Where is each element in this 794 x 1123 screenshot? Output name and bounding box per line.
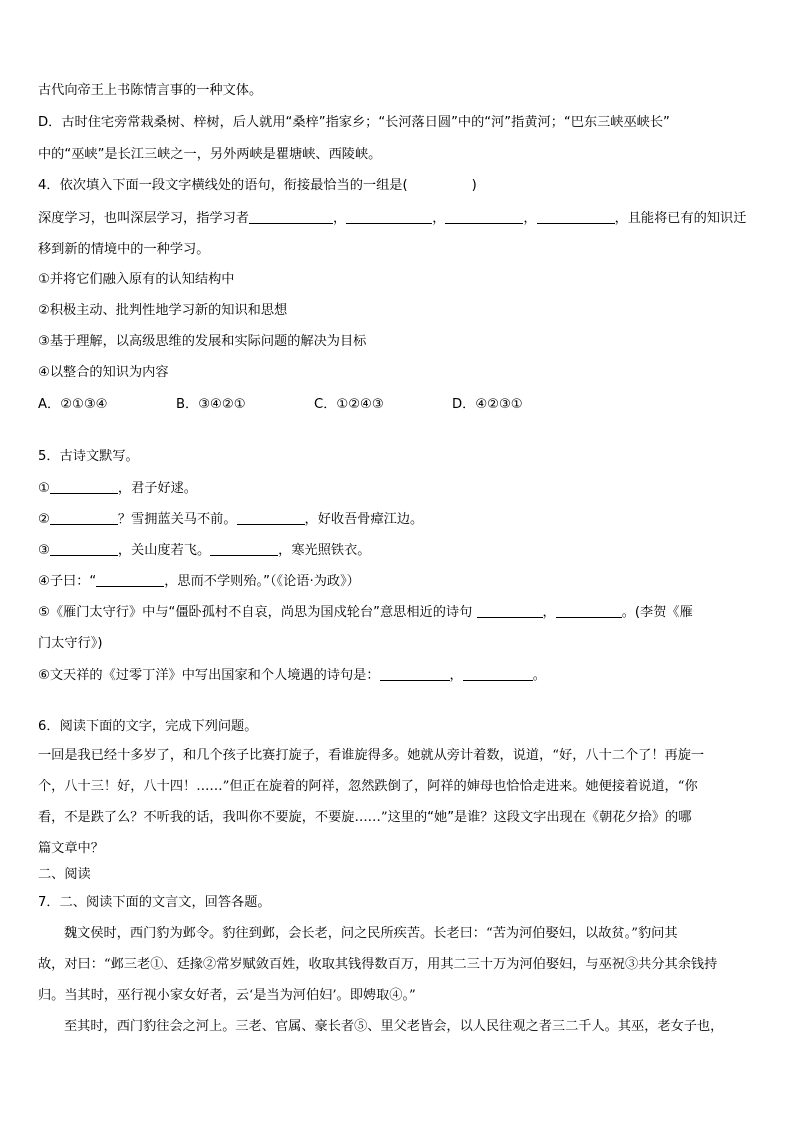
q4-item-4: ④以整合的知识为内容 xyxy=(38,365,169,380)
q4-option-b: B．③④②① xyxy=(176,397,246,412)
verse-text: ④子曰：“ xyxy=(38,574,97,589)
q5-line-2 xyxy=(38,511,756,529)
fill-blank xyxy=(237,511,305,525)
q5-line-3 xyxy=(38,542,756,560)
q4-option-c: C．①②④③ xyxy=(314,397,384,412)
marker: ① xyxy=(38,481,50,496)
q4-item-1: ①并将它们融入原有的认知结构中 xyxy=(38,272,235,287)
q7-title: 7．二、阅读下面的文言文，回答各题。 xyxy=(38,895,271,910)
q3-option-d-line1: D．古时住宅旁常栽桑树、梓树，后人就用“桑梓”指家乡；“长河落日圆”中的“河”指黄河；“巴东三峡巫峡长” xyxy=(38,115,670,130)
q7-passage-line1: 魏文侯时，西门豹为邺令。豹往到邺，会长老，问之民所疾苦。长老曰：“苦为河伯娶妇，以故贫。”豹问其 xyxy=(64,926,678,941)
verse-text: ，好收吾骨瘴江边。 xyxy=(304,512,424,527)
q7-passage-line4: 至其时，西门豹往会之河上。三老、官属、豪长者⑤、里父老皆会，以人民往观之者三二千人。其巫，老女子也， xyxy=(64,1019,724,1034)
q6-passage-line1: 一回是我已经十多岁了，和几个孩子比赛打旋子，看谁旋得多。她就从旁计着数，说道，“好，八十二个了！再旋一 xyxy=(38,748,705,763)
verse-text: ，思而不学则殆。”（《论语·为政》） xyxy=(164,574,360,589)
fill-blank xyxy=(477,604,543,618)
fill-blank xyxy=(537,210,615,224)
q3-option-d-line2: 中的“巫峡”是长江三峡之一，另外两峡是瞿塘峡、西陵峡。 xyxy=(38,147,382,162)
q6-passage-line2: 个，八十三！好，八十四！……”但正在旋着的阿祥，忽然跌倒了，阿祥的婶母也恰恰走进来。她便接着说道，“你 xyxy=(38,779,698,794)
verse-text: ，关山度若飞。 xyxy=(117,543,211,558)
question-text: 这里的“她”是谁？这段文字出现在《朝花夕拾》的哪 xyxy=(387,810,692,825)
q4-passage-text: 深度学习，也叫深层学习，指学习者 xyxy=(38,211,249,226)
q5-line-5b: 门太守行》) xyxy=(38,636,103,651)
q3-text-line: 古代向帝王上书陈情言事的一种文体。 xyxy=(38,83,263,98)
comma: ， xyxy=(542,605,556,620)
fill-blank xyxy=(210,542,278,556)
section-heading: 二、阅读 xyxy=(38,867,91,882)
fill-blank xyxy=(96,573,164,587)
verse-text: ，寒光照铁衣。 xyxy=(278,543,371,558)
q4-stem-text: 4．依次填入下面一段文字横线处的语句，衔接最恰当的一组是( xyxy=(38,178,408,193)
verse-text: 。 xyxy=(532,668,546,683)
marker: ③ xyxy=(38,543,50,558)
q4-options xyxy=(38,396,756,414)
q4-passage-line1 xyxy=(38,210,756,228)
comma: ， xyxy=(523,211,537,226)
verse-text: ，君子好逑。 xyxy=(117,481,197,496)
verse-text: ？雪拥蓝关马不前。 xyxy=(117,512,237,527)
q5-line-1 xyxy=(38,480,756,498)
q4-stem xyxy=(38,177,756,195)
q7-passage-line3: 归。当其时，巫行视小家女好者，云‘是当为河伯妇’。即娉取④。” xyxy=(38,988,416,1003)
q4-passage-text: ，且能将已有的知识迁 xyxy=(614,211,747,226)
fill-blank xyxy=(380,667,450,681)
fill-blank xyxy=(463,667,533,681)
q7-passage-line2: 故，对曰：“邺三老①、廷掾②常岁赋敛百姓，收取其钱得数百万，用其二三十万为河伯娶妇，与巫祝③共分其余钱持 xyxy=(38,957,718,972)
q4-option-d: D．④②③① xyxy=(452,397,523,412)
q6-question-line: 篇文章中？ xyxy=(38,841,104,856)
fill-blank xyxy=(249,210,333,224)
verse-text: ⑥文天祥的《过零丁洋》中写出国家和个人境遇的诗句是： xyxy=(38,668,380,683)
comma: ， xyxy=(432,211,446,226)
q5-line-6 xyxy=(38,667,756,685)
q4-stem-close: ) xyxy=(471,178,477,193)
verse-text: 。(李贺《雁 xyxy=(621,605,693,620)
fill-blank xyxy=(346,210,432,224)
q4-passage-line2: 移到新的情境中的一种学习。 xyxy=(38,242,210,257)
comma: ， xyxy=(449,668,463,683)
q4-item-2: ②积极主动、批判性地学习新的知识和思想 xyxy=(38,303,288,318)
fill-blank xyxy=(445,210,523,224)
marker: ② xyxy=(38,512,50,527)
q6-title: 6．阅读下面的文字，完成下列问题。 xyxy=(38,719,258,734)
comma: ， xyxy=(333,211,347,226)
verse-text: ⑤《雁门太守行》中与“僵卧孤村不自哀，尚思为国戍轮台”意思相近的诗句 xyxy=(38,605,473,620)
q4-item-3: ③基于理解，以高级思维的发展和实际问题的解决为目标 xyxy=(38,334,367,349)
q6-passage-line3 xyxy=(38,809,756,827)
passage-text: 看，不是跌了么？不听我的话，我叫你不要旋，不要旋……” xyxy=(38,810,388,825)
fill-blank xyxy=(50,480,118,494)
fill-blank xyxy=(50,542,118,556)
fill-blank xyxy=(50,511,118,525)
q5-title: 5．古诗文默写。 xyxy=(38,449,139,464)
q5-line-4 xyxy=(38,573,756,591)
fill-blank xyxy=(556,604,622,618)
q4-option-a: A．②①③④ xyxy=(38,397,108,412)
q5-line-5 xyxy=(38,604,756,622)
